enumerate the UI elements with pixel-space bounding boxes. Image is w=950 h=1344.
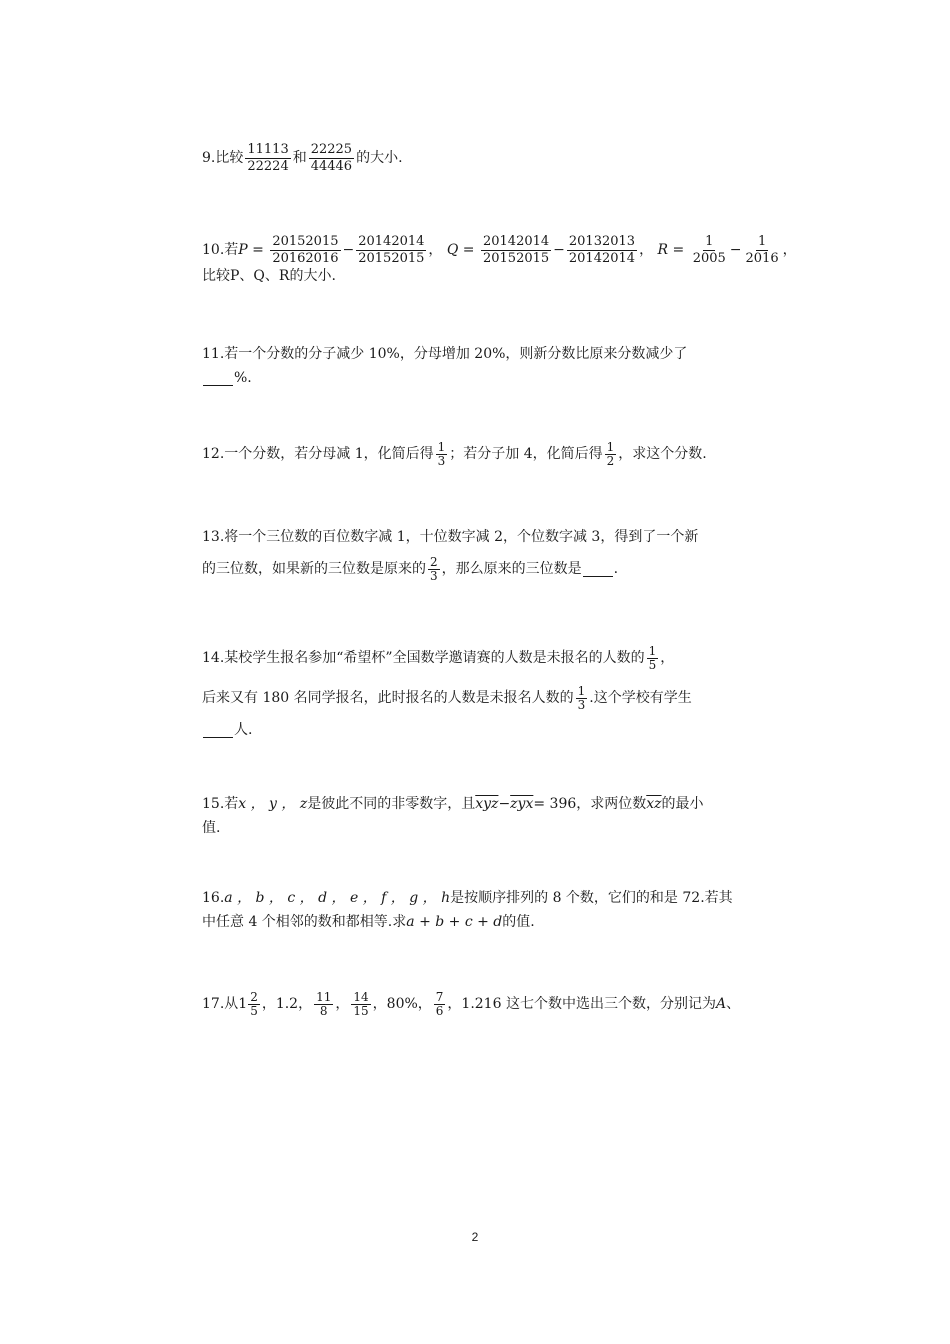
q17-fraction-1: [314, 991, 333, 1018]
q14-f2-num: 1: [577, 683, 586, 698]
q17-f2-num: 14: [353, 989, 369, 1004]
q15-line-2: 值.: [202, 820, 221, 836]
q14-answer-blank[interactable]: [203, 723, 233, 738]
q15-expr-3: $\overline{xz}$: [646, 796, 662, 812]
q14-line-3-suffix: 人.: [234, 722, 253, 738]
q10-q-fraction-1: [481, 234, 551, 267]
q17-f1-num: 11: [316, 989, 332, 1004]
q15-minus: −: [498, 796, 511, 812]
q15-expr-2: $\overline{zyx}$: [510, 796, 534, 812]
q9-suffix: 的大小.: [356, 150, 403, 166]
q17-f3-num: 7: [435, 989, 444, 1004]
q13-line-1: 13.将一个三位数的百位数字减 1，十位数字减 2，个位数字减 3，得到了一个新: [202, 529, 699, 545]
question-14: [202, 638, 742, 742]
q17-end: 、: [726, 996, 741, 1012]
q9-mid: 和: [292, 150, 307, 166]
q17-t1: ，1.2，: [261, 996, 313, 1012]
q10-q-f1-den: 20152015: [482, 250, 550, 266]
q10-r-f1-num: 1: [705, 233, 714, 249]
q9-f2-numerator: 22225: [310, 141, 353, 157]
q16-expr: a + b + c + d: [406, 914, 503, 930]
q17-mixed-den: 5: [250, 1003, 258, 1018]
q10-q-f1-num: 20142014: [482, 233, 550, 249]
q10-q-f2-num: 20132013: [568, 233, 636, 249]
q16-line-1-suffix: 是按顺序排列的 8 个数，它们的和是 72.若其: [450, 890, 733, 906]
q10-q-f2-den: 20142014: [568, 250, 636, 266]
q10-line-2: 比较P、Q、R的大小.: [202, 268, 336, 284]
question-12: [202, 434, 742, 474]
q14-f2-den: 3: [577, 697, 586, 712]
q13-answer-blank[interactable]: [583, 562, 613, 577]
q10-p-fraction-2: [356, 234, 426, 267]
q10-q-label: Q: [446, 242, 459, 258]
q17-end-var: A: [715, 996, 727, 1012]
q16-line-1-prefix: 16.: [202, 890, 225, 906]
q12-f2-den: 2: [606, 453, 615, 468]
q17-f1-den: 8: [319, 1003, 328, 1018]
q17-mixed-num: 2: [250, 989, 258, 1004]
q12-suffix: ，求这个分数.: [618, 446, 707, 462]
q9-prefix: 9.比较: [202, 150, 244, 166]
question-13: [202, 525, 742, 589]
q17-fraction-3: [434, 991, 446, 1018]
q17-f2-den: 15: [353, 1003, 369, 1018]
page-number: 2: [471, 1230, 479, 1244]
q14-line-2-prefix: 后来又有 180 名同学报名，此时报名的人数是未报名人数的: [202, 690, 574, 706]
question-9: [202, 136, 742, 180]
q10-r-f2-den: 2016: [745, 250, 779, 266]
q17-mixed-fraction: [248, 991, 260, 1018]
q10-p-fraction-1: [270, 234, 340, 267]
q13-f-den: 3: [430, 568, 438, 583]
q17-f3-den: 6: [435, 1003, 444, 1018]
q9-f1-numerator: 11113: [247, 141, 289, 157]
q14-line-2-suffix: .这个学校有学生: [589, 690, 692, 706]
q13-fraction: [428, 556, 440, 583]
q17-prefix: 17.从: [202, 996, 239, 1012]
q12-f1-den: 3: [437, 453, 446, 468]
q12-fraction-1: [436, 441, 448, 468]
q13-f-num: 2: [430, 554, 438, 569]
q17-mixed-number: [238, 991, 262, 1018]
q15-expr-1: $\overline{xyz}$: [475, 796, 499, 812]
q10-p-f1-num: 20152015: [272, 233, 339, 249]
q17-suffix: ，1.216 这七个数中选出三个数，分别记为: [447, 996, 716, 1012]
question-15: [202, 792, 742, 840]
question-17: [202, 982, 742, 1026]
q11-line-2-suffix: %.: [234, 370, 252, 386]
q10-r-f2-num: 1: [757, 233, 767, 249]
q13-line-2-prefix: 的三位数，如果新的三位数是原来的: [202, 561, 426, 577]
q15-vars: x ， y ， z: [238, 796, 308, 812]
q12-fraction-2: [605, 441, 617, 468]
q14-f1-den: 5: [648, 657, 657, 672]
q11-answer-blank[interactable]: [203, 371, 233, 386]
q14-fraction-1: [647, 645, 659, 672]
question-11: [202, 342, 742, 390]
q10-q-fraction-2: [567, 234, 637, 267]
q15-suffix: 的最小: [661, 796, 704, 812]
q15-eq: = 396，求两位数: [533, 796, 647, 812]
q14-line-1-suffix: ，: [660, 650, 675, 666]
q14-line-1-prefix: 14.某校学生报名参加“希望杯”全国数学邀请赛的人数是未报名的人数的: [202, 650, 645, 666]
q10-p-f1-den: 20162016: [272, 250, 339, 266]
q9-f1-denominator: 22224: [247, 158, 289, 174]
q12-prefix: 12.一个分数，若分母减 1，化简后得: [202, 446, 434, 462]
q14-f1-num: 1: [648, 643, 657, 658]
q14-fraction-2: [576, 685, 588, 712]
q10-p-label: P: [238, 242, 248, 258]
q10-r-f1-den: 2005: [692, 250, 726, 266]
q16-line-2-prefix: 中任意 4 个相邻的数和都相等.求: [202, 914, 407, 930]
q10-r-fraction-1: [691, 234, 728, 267]
q17-t3: ，80%，: [372, 996, 432, 1012]
q16-line-2-suffix: 的值.: [502, 914, 535, 930]
q9-fraction-1: [245, 142, 290, 175]
q11-line-1: 11.若一个分数的分子减少 10%，分母增加 20%，则新分数比原来分数减少了: [202, 346, 688, 362]
q12-mid: ；若分子加 4，化简后得: [449, 446, 603, 462]
q12-f2-num: 1: [606, 439, 615, 454]
q15-mid: 是彼此不同的非零数字，且: [307, 796, 476, 812]
q13-line-2-end: .: [613, 561, 619, 577]
q9-f2-denominator: 44446: [310, 158, 353, 174]
q17-mixed-whole: 1: [238, 996, 248, 1012]
q10-p-f2-den: 20152015: [358, 250, 425, 266]
q17-fraction-2: [351, 991, 370, 1018]
q17-t2: ，: [335, 996, 350, 1012]
q10-prefix: 10.若: [202, 242, 239, 258]
q16-vars: a ， b ， c ， d ， e ， f ， g ， h: [224, 890, 451, 906]
question-16: [202, 886, 742, 934]
q12-f1-num: 1: [437, 439, 446, 454]
q10-r-label: R: [657, 242, 669, 258]
q13-line-2-suffix: ，那么原来的三位数是: [441, 561, 582, 577]
q10-p-f2-num: 20142014: [358, 233, 425, 249]
question-10: 10.若 P = $\frac{20152015}{20162016}$ − $\frac{20142014}{20152015}$ ， Q = $\frac{20142014}{20152015}$ − $\frac{20132013}{20142014}$ ， R = $\frac{1}{2005}$ − $\frac{1}{2016}$ ， 比较P、Q、R的大小.: [202, 228, 762, 288]
q10-r-fraction-2: [744, 234, 781, 267]
q15-prefix: 15.若: [202, 796, 239, 812]
q9-fraction-2: [309, 142, 354, 175]
